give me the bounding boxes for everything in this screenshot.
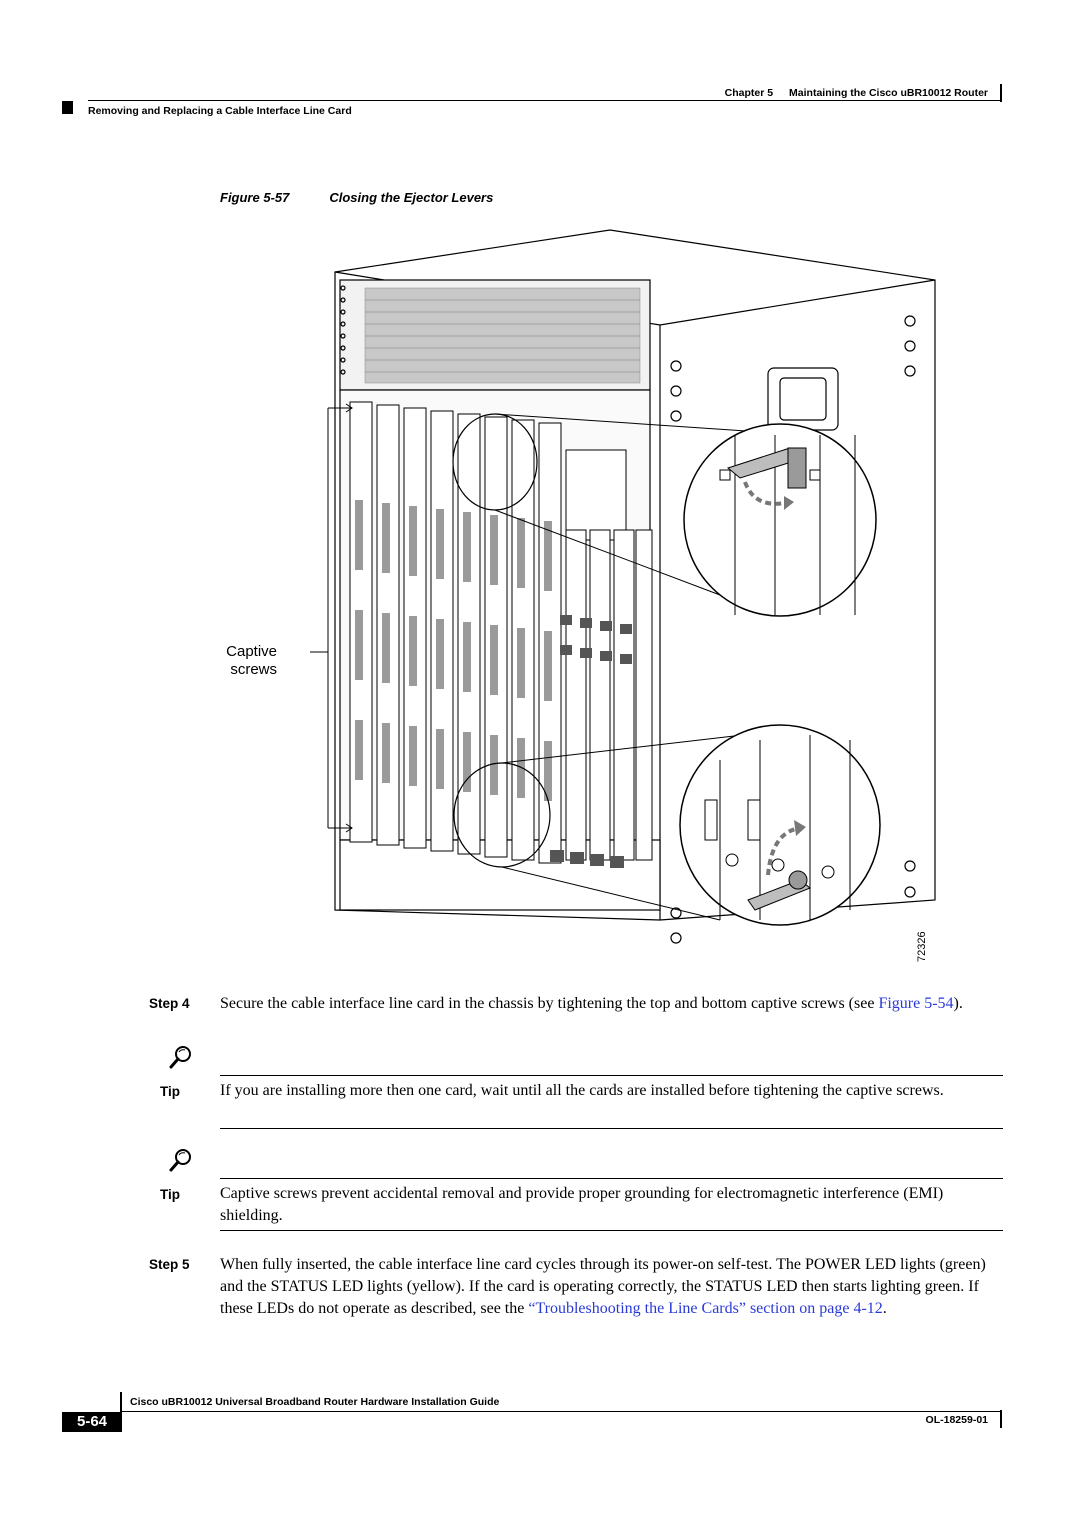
figure-caption [220, 190, 493, 205]
tip-1-top-rule [220, 1075, 1003, 1076]
step-5-text [220, 1254, 1002, 1320]
step-5-label: Step 5 [149, 1257, 190, 1272]
header-marker [62, 101, 73, 114]
chapter-label: Chapter 5 [724, 87, 774, 99]
art-id: 72326 [916, 931, 928, 962]
footer-vertical-bar-right [1000, 1410, 1002, 1428]
figure-illustration [200, 220, 940, 980]
magnifier-icon [166, 1147, 194, 1175]
header-rule [88, 100, 1000, 101]
doc-number: OL-18259-01 [925, 1414, 988, 1426]
troubleshooting-link[interactable]: “Troubleshooting the Line Cards” section on page 4-12 [528, 1300, 883, 1317]
figure-number: Figure 5-57 [220, 190, 290, 205]
tip-1-text: If you are installing more then one card, wait until all the cards are installed before tightening the captive screws. [220, 1082, 944, 1099]
running-header-chapter [725, 87, 988, 99]
header-vertical-bar [1000, 84, 1002, 102]
step-4-text [220, 993, 1002, 1015]
chassis-drawing [200, 220, 940, 980]
running-header-section: Removing and Replacing a Cable Interface Line Card [88, 105, 352, 117]
footer-rule [120, 1411, 1002, 1412]
figure-5-54-link[interactable]: Figure 5-54 [878, 995, 954, 1012]
tip-2-top-rule [220, 1178, 1003, 1179]
magnifier-icon [166, 1044, 194, 1072]
footer-vertical-bar [120, 1392, 122, 1412]
step-4-text-after: ). [953, 995, 963, 1012]
step-4-label: Step 4 [149, 996, 190, 1011]
tip-2-label: Tip [160, 1187, 180, 1202]
step-5-text-after: . [882, 1300, 887, 1317]
step-5-text-before: When fully inserted, the cable interface line card cycles through its power-on self-test. The POWER LED lights (green) and the STATUS LED lights (yellow). If the card is operating correctly, the STATUS LED then starts lighting green. If these LEDs do not operate as described, see the [220, 1256, 986, 1317]
step-4-text-before: Secure the cable interface line card in the chassis by tightening the top and bottom captive screws (see [220, 995, 879, 1012]
figure-title: Closing the Ejector Levers [329, 190, 494, 205]
page-number: 5-64 [62, 1412, 122, 1432]
tip-2-text: Captive screws prevent accidental removal and provide proper grounding for electromagnetic interference (EMI) shielding. [220, 1185, 944, 1224]
callout-captive-line2: screws [230, 661, 277, 678]
callout-captive-line1: Captive [226, 643, 277, 660]
tip-2-bottom-rule [220, 1230, 1003, 1231]
tip-1-label: Tip [160, 1084, 180, 1099]
tip-1-bottom-rule [220, 1128, 1003, 1129]
footer-guide-title: Cisco uBR10012 Universal Broadband Router Hardware Installation Guide [130, 1396, 500, 1408]
chapter-title: Maintaining the Cisco uBR10012 Router [789, 87, 988, 99]
